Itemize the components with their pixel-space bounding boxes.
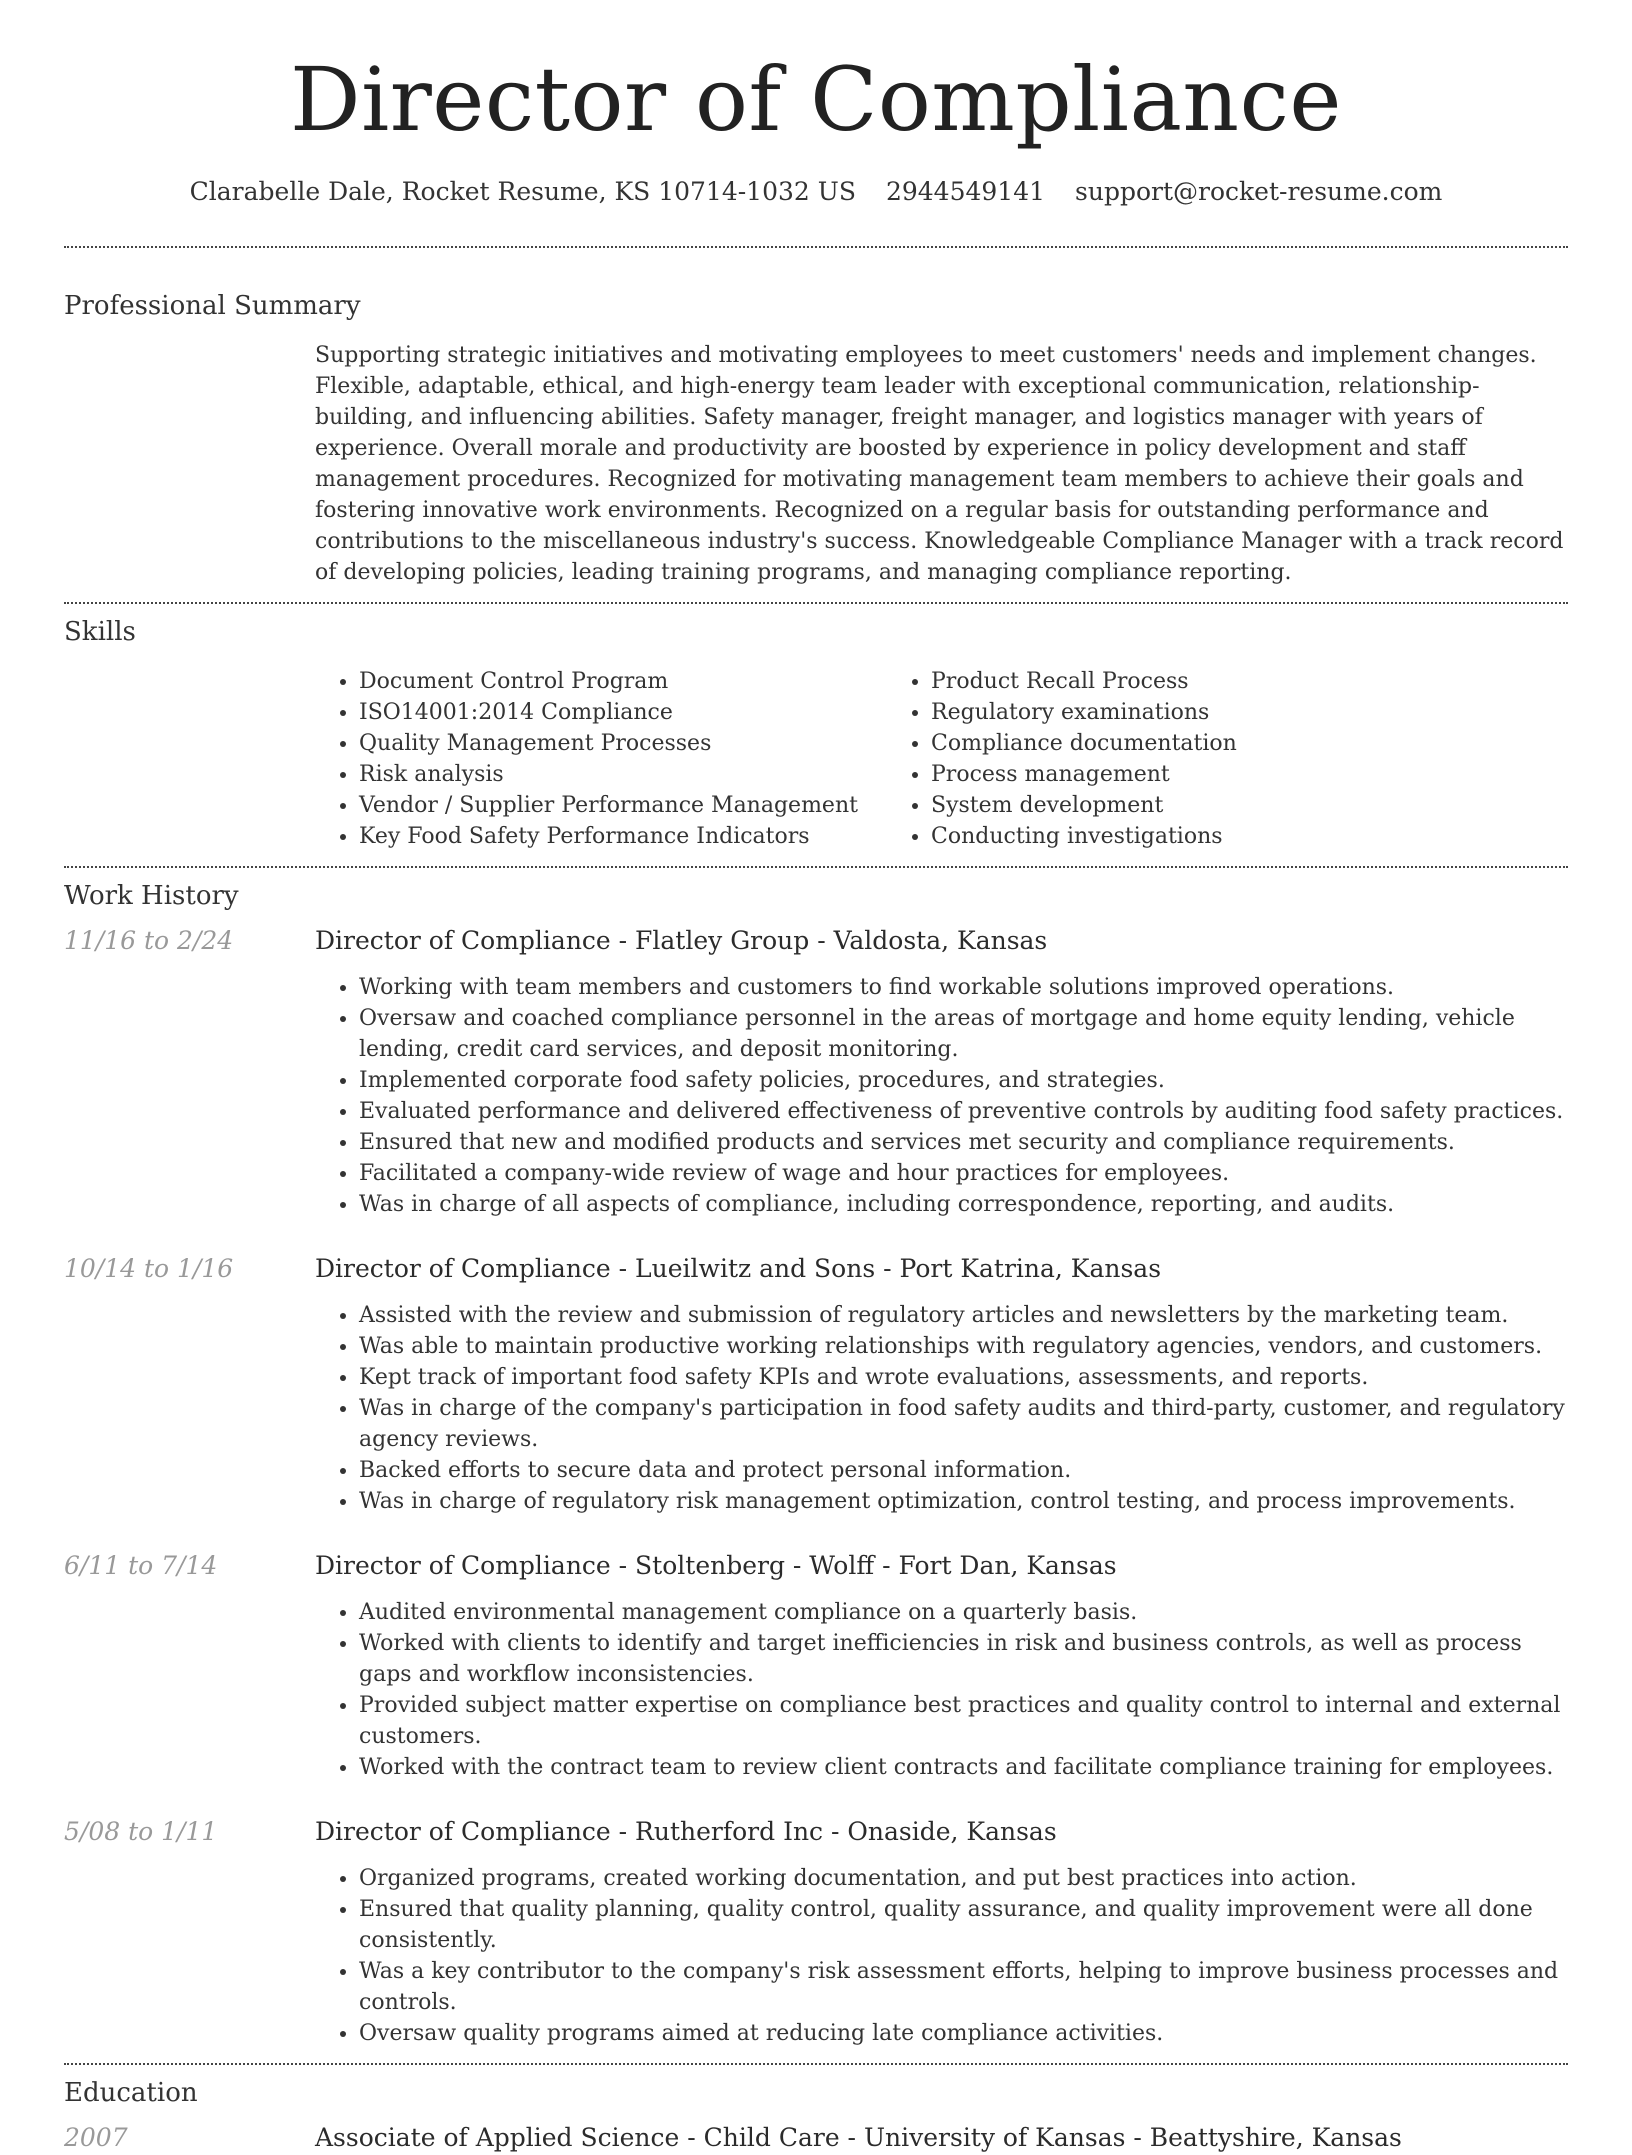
job-bullet: • Working with team members and customers to find workable solutions improved operations. [359, 972, 1568, 1003]
job-entry [64, 1252, 1568, 1517]
job-bullet: • Was a key contributor to the company's risk assessment efforts, helping to improve business processes and controls. [359, 1956, 1568, 2018]
job-bullet: • Evaluated performance and delivered effectiveness of preventive controls by auditing food safety practices. [359, 1096, 1568, 1127]
summary-heading: Professional Summary [64, 291, 361, 321]
job-bullets [315, 972, 1568, 1220]
job-bullet: • Implemented corporate food safety policies, procedures, and strategies. [359, 1065, 1568, 1096]
job-title: Director of Compliance - Stoltenberg - Wolff - Fort Dan, Kansas [315, 1551, 1117, 1580]
contact-email: support@rocket-resume.com [1075, 177, 1443, 206]
skill-item: • ISO14001:2014 Compliance [359, 697, 887, 728]
skill-item: • Risk analysis [359, 759, 887, 790]
job-entry [64, 1549, 1568, 1783]
skill-item: • Regulatory examinations [931, 697, 1459, 728]
education-heading: Education [64, 2078, 198, 2108]
job-bullet: • Kept track of important food safety KPIs and wrote evaluations, assessments, and reports. [359, 1362, 1568, 1393]
job-bullet: • Oversaw and coached compliance personnel in the areas of mortgage and home equity lending, vehicle lending, credit card services, and deposit monitoring. [359, 1003, 1568, 1065]
job-bullet: • Oversaw quality programs aimed at reducing late compliance activities. [359, 2018, 1568, 2049]
job-bullet: • Backed efforts to secure data and protect personal information. [359, 1455, 1568, 1486]
job-entry [64, 1815, 1568, 2049]
job-dates: 5/08 to 1/11 [64, 1817, 218, 1846]
contact-line [64, 172, 1568, 212]
work-history-section [64, 868, 1568, 2049]
job-title: Director of Compliance - Rutherford Inc - Onaside, Kansas [315, 1817, 1057, 1846]
job-bullet: • Assisted with the review and submission of regulatory articles and newsletters by the marketing team. [359, 1300, 1568, 1331]
job-bullet: • Was able to maintain productive working relationships with regulatory agencies, vendors, and customers. [359, 1331, 1568, 1362]
job-bullet: • Facilitated a company-wide review of wage and hour practices for employees. [359, 1158, 1568, 1189]
contact-address: Clarabelle Dale, Rocket Resume, KS 10714-1032 US [189, 177, 856, 206]
job-dates: 11/16 to 2/24 [64, 926, 234, 955]
skills-heading: Skills [64, 617, 136, 647]
job-title: Director of Compliance - Lueilwitz and Sons - Port Katrina, Kansas [315, 1254, 1162, 1283]
job-bullet: • Was in charge of regulatory risk management optimization, control testing, and process improvements. [359, 1486, 1568, 1517]
job-bullet: • Worked with the contract team to review client contracts and facilitate compliance training for employees. [359, 1752, 1568, 1783]
contact-phone: 2944549141 [885, 177, 1046, 206]
job-bullet: • Worked with clients to identify and target inefficiencies in risk and business controls, as well as process gaps and workflow inconsistencies. [359, 1628, 1568, 1690]
skill-item: • Key Food Safety Performance Indicators [359, 821, 887, 852]
skill-item: • Document Control Program [359, 666, 887, 697]
skill-item: • Conducting investigations [931, 821, 1459, 852]
job-bullet: • Was in charge of the company's participation in food safety audits and third-party, customer, and regulatory agency reviews. [359, 1393, 1568, 1455]
education-title: Associate of Applied Science - Child Care - University of Kansas - Beattyshire, Kansas [315, 2123, 1402, 2152]
work-history-heading: Work History [64, 881, 239, 911]
skill-item: • Process management [931, 759, 1459, 790]
skill-item: • Vendor / Supplier Performance Management [359, 790, 887, 821]
job-bullet: • Audited environmental management compliance on a quarterly basis. [359, 1597, 1568, 1628]
job-bullet: • Ensured that new and modified products and services met security and compliance requirements. [359, 1127, 1568, 1158]
education-year: 2007 [64, 2123, 128, 2152]
job-bullet: • Organized programs, created working documentation, and put best practices into action. [359, 1863, 1568, 1894]
education-entry [64, 2121, 1568, 2155]
job-dates: 6/11 to 7/14 [64, 1551, 218, 1580]
job-dates: 10/14 to 1/16 [64, 1254, 234, 1283]
job-bullets [315, 1863, 1568, 2049]
skills-list-left [315, 666, 887, 852]
job-bullet: • Ensured that quality planning, quality control, quality assurance, and quality improvement were all done consistently. [359, 1894, 1568, 1956]
skills-list-right [887, 666, 1459, 852]
job-entry [64, 924, 1568, 1220]
skill-item: • Compliance documentation [931, 728, 1459, 759]
summary-section [64, 248, 1568, 588]
resume-page [64, 0, 1568, 2155]
skills-section [64, 604, 1568, 852]
skill-item: • System development [931, 790, 1459, 821]
job-bullets [315, 1597, 1568, 1783]
job-bullet: • Provided subject matter expertise on compliance best practices and quality control to internal and external customers. [359, 1690, 1568, 1752]
job-title: Director of Compliance - Flatley Group - Valdosta, Kansas [315, 926, 1048, 955]
job-bullet: • Was in charge of all aspects of compliance, including correspondence, reporting, and audits. [359, 1189, 1568, 1220]
page-title: Director of Compliance [290, 48, 1342, 151]
skill-item: • Quality Management Processes [359, 728, 887, 759]
education-section [64, 2065, 1568, 2155]
job-bullets [315, 1300, 1568, 1517]
skill-item: • Product Recall Process [931, 666, 1459, 697]
summary-text: Supporting strategic initiatives and motivating employees to meet customers' needs and implement changes. Flexible, adaptable, ethical, and high-energy team leader with exceptional communication, relationship-building, and influencing abilities. Safety manager, freight manager, and logistics manager with years of experience. Overall morale and productivity are boosted by experience in policy development and staff management procedures. Recognized for motivating management team members to achieve their goals and fostering innovative work environments. Recognized on a regular basis for outstanding performance and contributions to the miscellaneous industry's success. Knowledgeable Compliance Manager with a track record of developing policies, leading training programs, and managing compliance reporting. [315, 343, 1564, 585]
